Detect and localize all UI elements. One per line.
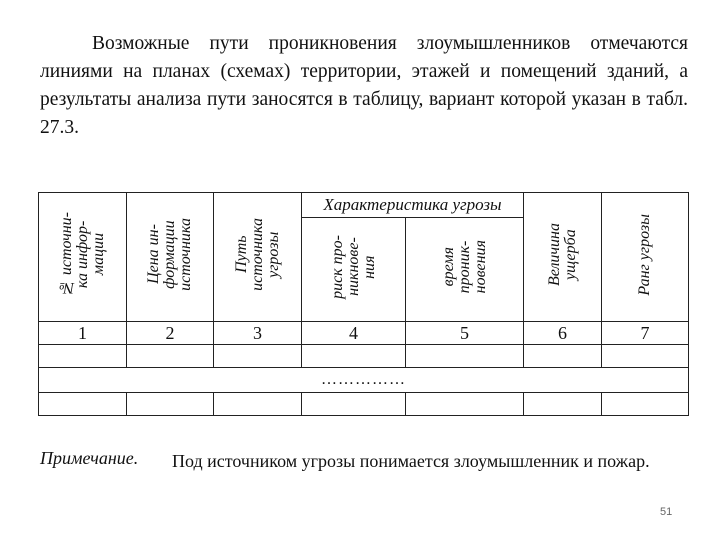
- column-number: 6: [524, 322, 602, 345]
- header-row-top: [39, 193, 689, 218]
- header-damage-size: Величина ущерба: [524, 193, 602, 322]
- column-number: 4: [302, 322, 406, 345]
- threat-table: [38, 192, 689, 416]
- column-number: 2: [127, 322, 214, 345]
- column-number: 7: [602, 322, 689, 345]
- table-row: [39, 393, 689, 416]
- header-penetration-risk: риск про- никнове- ния: [302, 218, 406, 322]
- table-row: [39, 345, 689, 368]
- note-text: Под источником угрозы понимается злоумышленник и пожар.: [172, 451, 650, 471]
- page-number: 51: [660, 506, 673, 518]
- header-threat-path: Путь источника угрозы: [214, 193, 302, 322]
- header-source-number: № источни- ка инфор- мации: [39, 193, 127, 322]
- column-number: 5: [406, 322, 524, 345]
- header-threat-characteristics: Характеристика угрозы: [302, 193, 524, 218]
- column-number: 3: [214, 322, 302, 345]
- header-info-price: Цена ин- формации источника: [127, 193, 214, 322]
- column-number-row: [39, 322, 689, 345]
- ellipsis-text: ……………: [39, 368, 689, 393]
- ellipsis-row: [39, 368, 689, 393]
- header-threat-rank: Ранг угрозы: [602, 193, 689, 322]
- intro-paragraph: Возможные пути проникновения злоумышленников отмечаются линиями на планах (схемах) территории, этажей и помещений зданий, а результаты анализа пути заносятся в таблицу, вариант которой указан в табл. 27.3.: [40, 33, 688, 138]
- column-number: 1: [39, 322, 127, 345]
- note-label: Примечание.: [40, 448, 139, 468]
- header-penetration-time: время проник- новения: [406, 218, 524, 322]
